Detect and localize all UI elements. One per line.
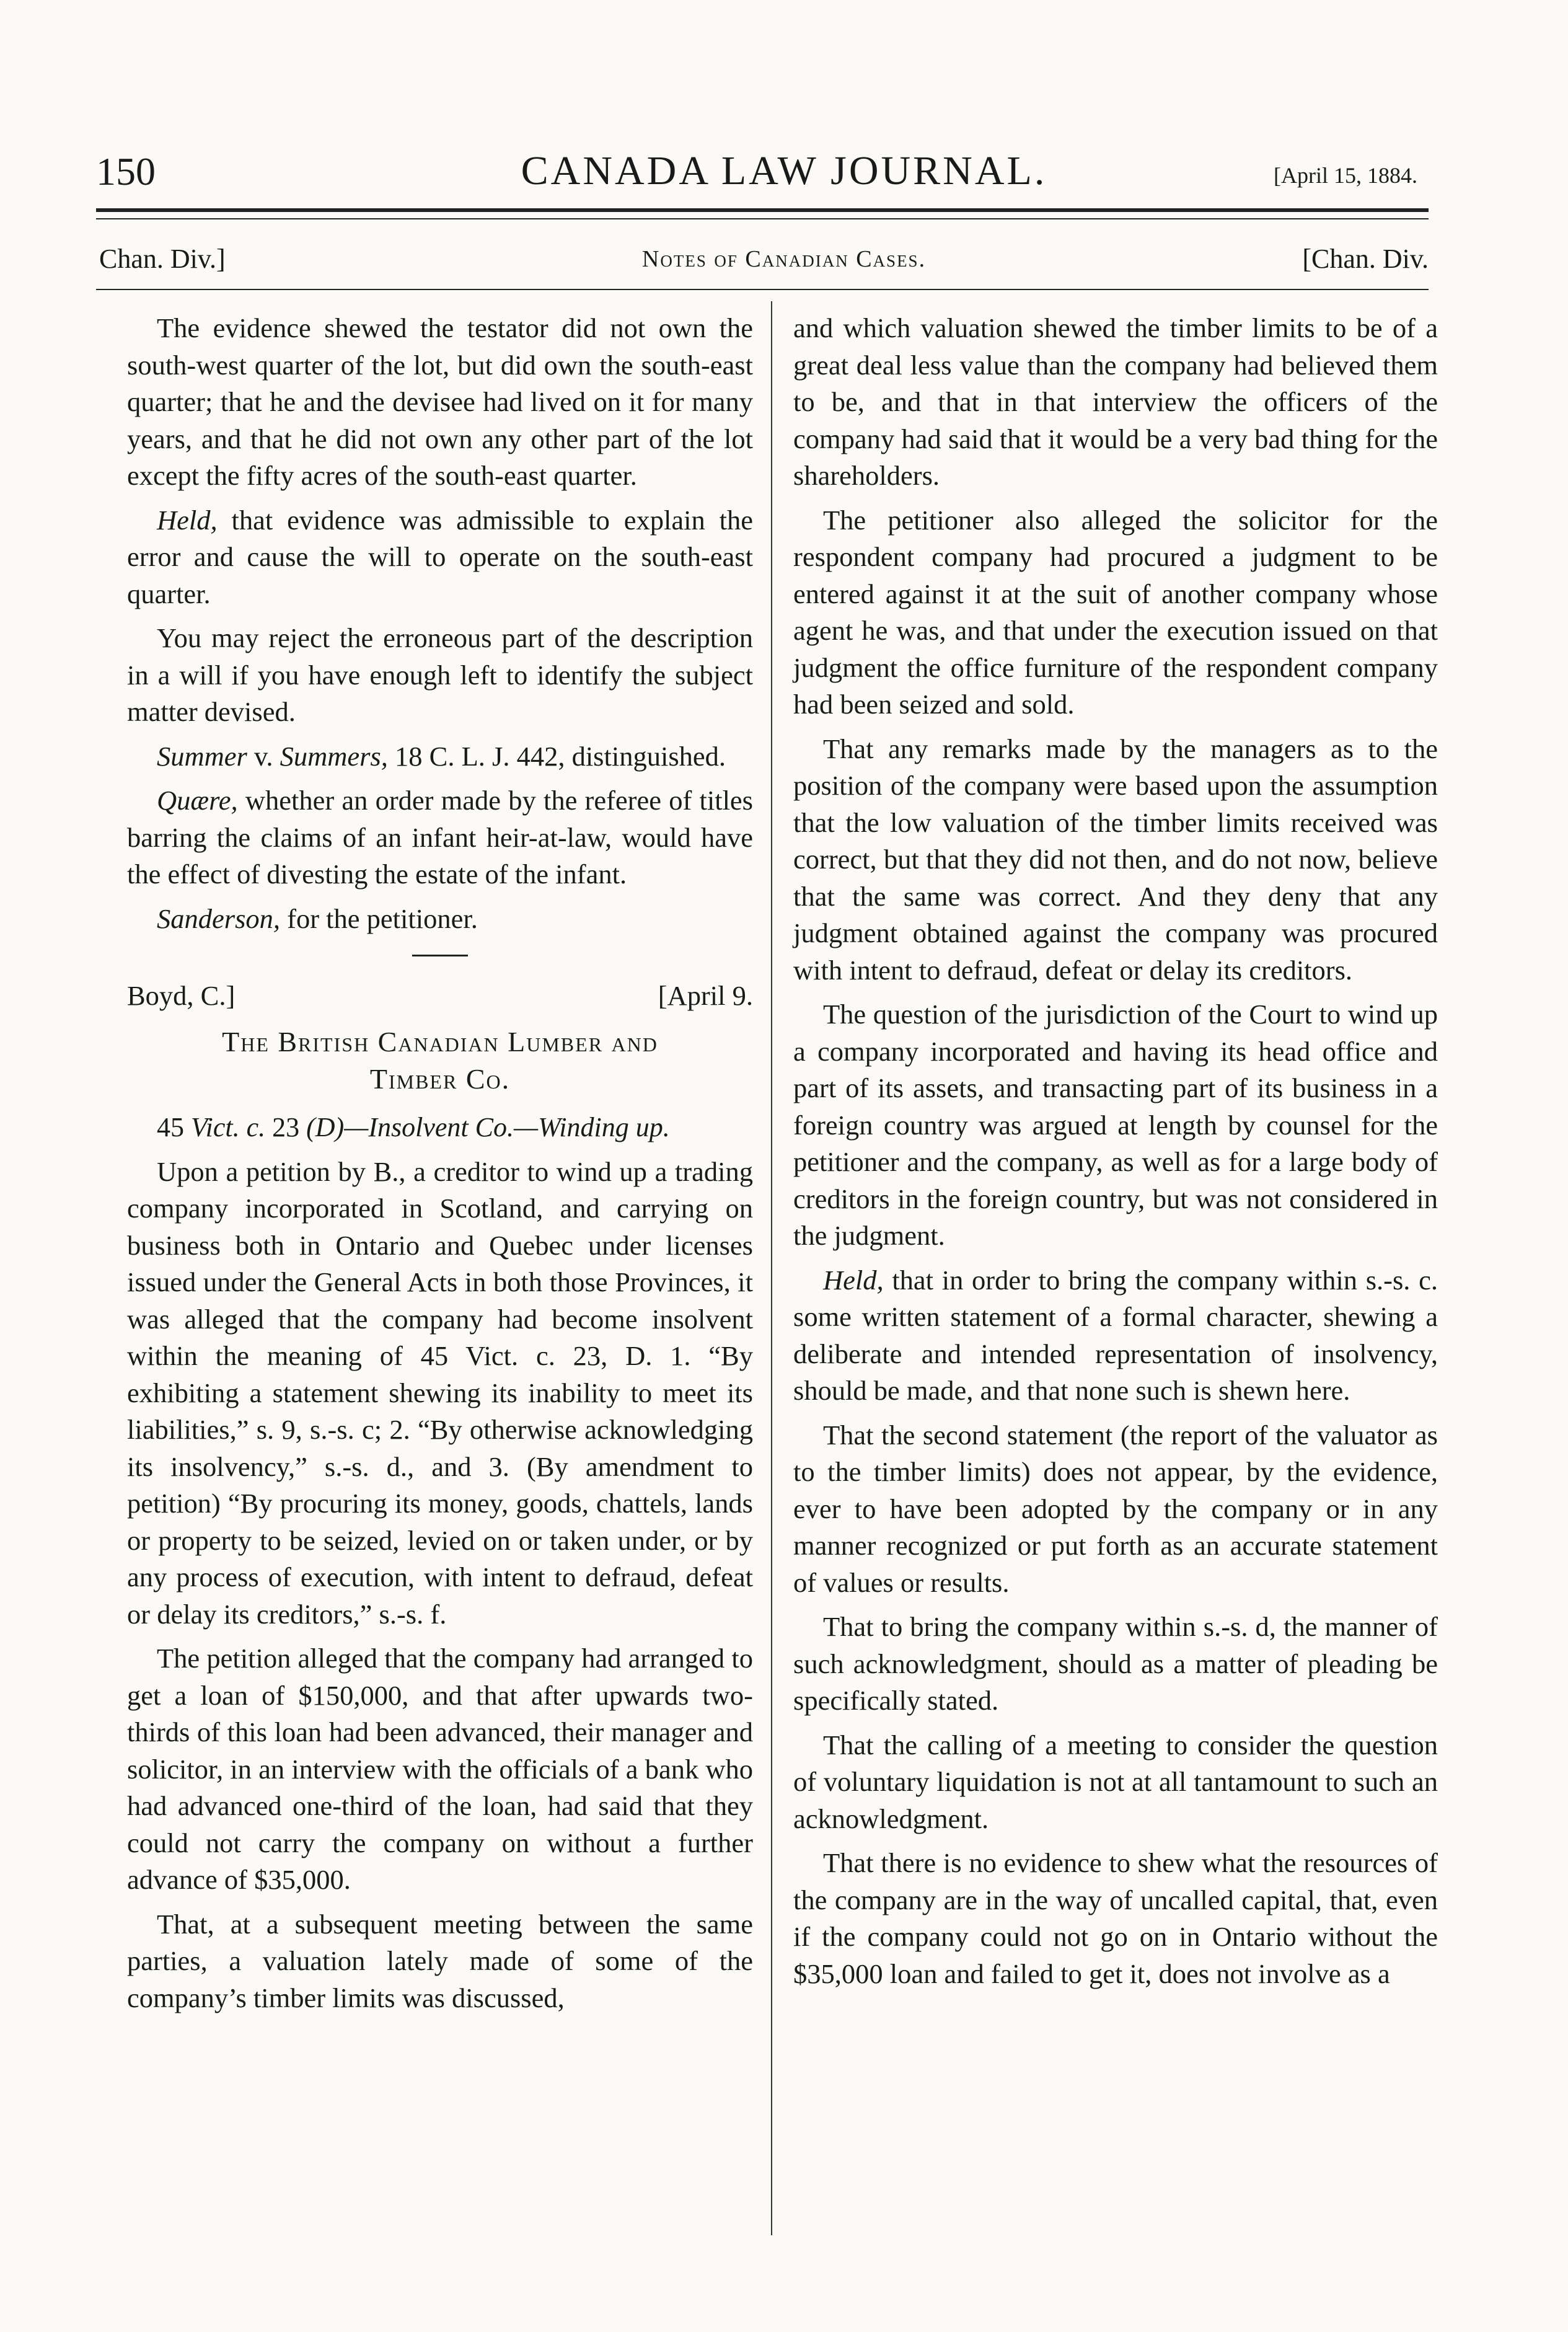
case-name: Summer (157, 740, 247, 772)
case-separator (412, 955, 468, 956)
case-judge: Boyd, C.] (127, 980, 236, 1011)
paragraph: That to bring the company within s.-s. d, the manner of such acknowledgment, should as a matter of pleading be specifically stated. (793, 1611, 1438, 1716)
page-number: 150 (96, 149, 156, 193)
case-title (127, 1023, 753, 1098)
paragraph-text: 18 C. L. J. 442, distinguished. (387, 740, 726, 772)
paragraph (127, 738, 753, 775)
case-title-line: Timber Co. (369, 1063, 511, 1095)
held-label: Held, (157, 504, 218, 536)
paragraph: Upon a petition by B., a creditor to wind up a trading company incorporated in Scotland, and carrying on business both in Ontario and Quebec under licenses issued under the General Acts in both those Provinces, it was alleged that the company had become insolvent within the meaning of 45 Vict. c. 23, D. 1. “By exhibiting a statement shewing its inability to meet its liabilities,” s. 9, s.-s. c; 2. “By otherwise acknowledging its insolvency,” s.-s. d., and 3. (By amendment to petition) “By procuring its money, goods, chattels, lands or property to be seized, levied on or taken under, or by any process of execution, with intent to defraud, defeat or delay its creditors,” s.-s. f. (127, 1155, 753, 1630)
statute-reference: 45 Vict. c. 23 (D)—Insolvent Co.—Winding up. (157, 1112, 670, 1142)
held-label: Held, (823, 1264, 884, 1296)
paragraph: That the second statement (the report of the valuator as to the timber limits) does not appear, by the evidence, ever to have been adopted by the company or in any manner recognized or put forth as an accurate statement of values or results. (793, 1419, 1438, 1598)
paragraph: That there is no evidence to shew what the resources of the company are in the way of uncalled capital, that, even if the company could not go on in Ontario without the $35,000 loan and failed to get it, does not involve as a (793, 1847, 1438, 1989)
column-divider (771, 301, 772, 2235)
paragraph-text: that evidence was admissible to explain the error and cause the will to operate on the south-east quarter. (127, 504, 753, 609)
case-date: [April 9. (658, 980, 753, 1011)
paragraph (793, 1262, 1438, 1410)
paragraph: The question of the jurisdiction of the Court to wind up a company incorporated and having its head office and part of its assets, and transacting part of its business in a foreign country was argued at length by counsel for the petitioner and the company, as well as for a large body of creditors in the foreign country, but was not considered in the judgment. (793, 999, 1438, 1251)
left-column (127, 310, 753, 2024)
counsel-name: Sanderson, (157, 903, 281, 934)
section-right: [Chan. Div. (1302, 244, 1429, 274)
paragraph: and which valuation shewed the timber limits to be of a great deal less value than the company had believed them to be, and that in that interview the officers of the company had said that it would be a very bad thing for the shareholders. (793, 312, 1438, 491)
subheader-rule (96, 289, 1429, 290)
paragraph-text: that in order to bring the company within s.-s. c. some written statement of a formal character, shewing a deliberate and intended representation of insolvency, should be made, and that none such is shewn here. (793, 1264, 1438, 1406)
header-rule-thick (96, 208, 1429, 212)
section-left: Chan. Div.] (99, 244, 226, 274)
issue-date: [April 15, 1884. (1274, 163, 1417, 188)
quaere-label: Quære, (157, 785, 238, 816)
paragraph: That the calling of a meeting to consider the question of voluntary liquidation is not at all tantamount to such an acknowledgment. (793, 1729, 1438, 1834)
journal-title: CANADA LAW JOURNAL. (521, 148, 1047, 193)
case-name: Summers, (280, 740, 388, 772)
right-column (793, 310, 1438, 2000)
versus: v. (247, 740, 280, 772)
paragraph: The evidence shewed the testator did not own the south-west quarter of the lot, but did own the south-east quarter; that he and the devisee had lived on it for many years, and that he did not own any other part of the lot except the fifty acres of the south-east quarter. (127, 312, 753, 491)
paragraph (127, 901, 753, 938)
header-rule-thin (96, 218, 1429, 219)
paragraph-text: whether an order made by the referee of titles barring the claims of an infant heir-at-law, would have the effect of divesting the estate of the infant. (127, 785, 753, 890)
paragraph: The petitioner also alleged the solicitor for the respondent company had procured a judgment to be entered against it at the suit of another company whose agent he was, and that under the execution issued on that judgment the office furniture of the respondent company had been seized and sold. (793, 504, 1438, 720)
paragraph: You may reject the erroneous part of the description in a will if you have enough left to identify the subject matter devised. (127, 622, 753, 727)
paragraph (127, 502, 753, 613)
paragraph (127, 782, 753, 893)
paragraph: That any remarks made by the managers as to the position of the company were based upon the assumption that the low valuation of the timber limits received was correct, but that they did not then, and do not now, believe that the same was correct. And they deny that any judgment obtained against the company was procured with intent to defraud, defeat or delay its creditors. (793, 733, 1438, 986)
case-title-line: The British Canadian Lumber and (222, 1026, 658, 1058)
case-header (127, 978, 753, 1015)
paragraph-text: for the petitioner. (280, 903, 478, 934)
section-center: Notes of Canadian Cases. (641, 246, 927, 272)
paragraph: That, at a subsequent meeting between the same parties, a valuation lately made of some of the company’s timber limits was discussed, (127, 1908, 753, 2013)
paragraph: The petition alleged that the company had arranged to get a loan of $150,000, and that after upwards two-thirds of this loan had been advanced, their manager and solicitor, in an interview with the officials of a bank who had advanced one-third of the loan, had said that they could not carry the company on without a further advance of $35,000. (127, 1643, 753, 1895)
